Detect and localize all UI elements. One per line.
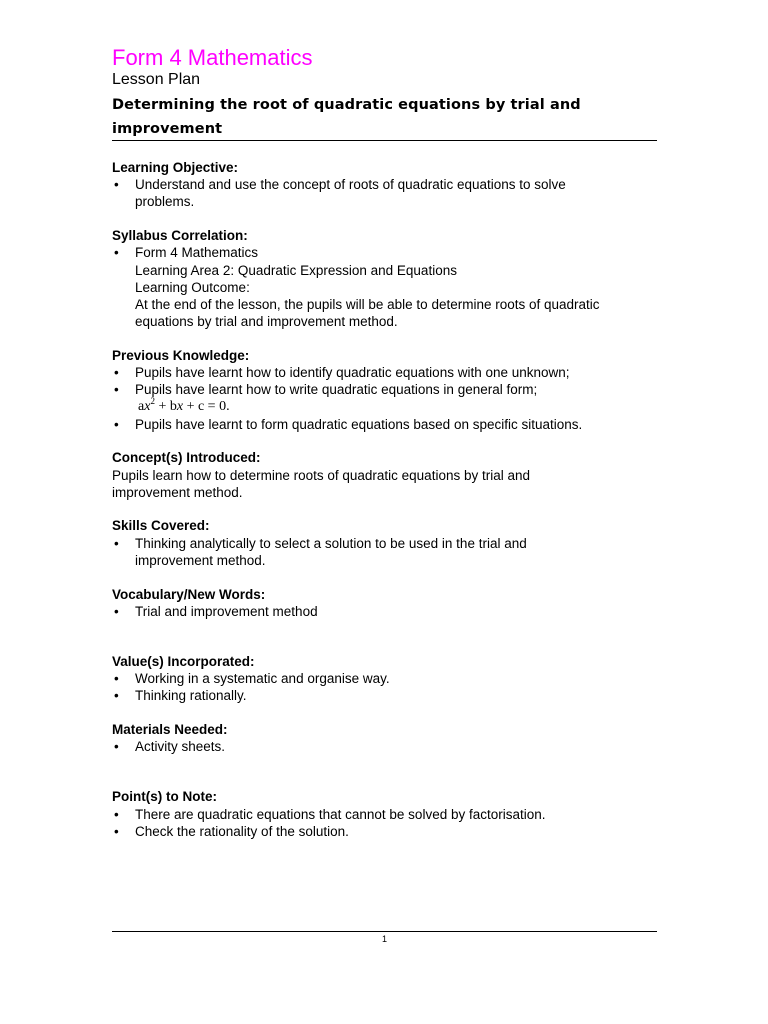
document-title: Form 4 Mathematics <box>112 45 313 70</box>
lesson-content <box>112 159 657 857</box>
bullet-list <box>112 535 657 569</box>
section-heading: Vocabulary/New Words: <box>112 586 266 602</box>
bullet-list <box>112 176 657 210</box>
section-heading: Previous Knowledge: <box>112 347 250 363</box>
list-item-text: problems. <box>135 194 195 210</box>
list-item <box>112 738 657 755</box>
list-item-text: Trial and improvement method <box>135 603 318 619</box>
section-syllabus-correlation <box>112 227 657 330</box>
bullet-icon: • <box>114 177 119 193</box>
list-item <box>112 603 657 620</box>
list-item-text: Check the rationality of the solution. <box>135 823 349 839</box>
list-item <box>112 535 657 569</box>
section-skills-covered <box>112 517 657 569</box>
section-points-to-note <box>112 788 657 840</box>
list-item-text: Form 4 Mathematics <box>135 245 259 261</box>
bullet-icon: • <box>114 535 119 551</box>
list-item-text: Pupils have learnt how to write quadratic equations in general form; <box>135 382 538 398</box>
section-heading: Skills Covered: <box>112 518 210 534</box>
section-concepts-introduced <box>112 449 657 501</box>
bullet-icon: • <box>114 603 119 619</box>
list-item <box>112 670 657 687</box>
bullet-icon: • <box>114 365 119 381</box>
list-item-text: Learning Area 2: Quadratic Expression and Equations <box>135 262 457 278</box>
bullet-list <box>112 244 657 330</box>
list-item-text: Understand and use the concept of roots of quadratic equations to solve <box>135 177 566 193</box>
lesson-topic-line: improvement <box>112 121 223 137</box>
section-values <box>112 653 657 705</box>
document-subtitle: Lesson Plan <box>112 71 201 88</box>
bullet-icon: • <box>114 382 119 398</box>
bullet-icon: • <box>114 806 119 822</box>
list-item-text: improvement method. <box>135 552 266 568</box>
list-item-text: At the end of the lesson, the pupils will be able to determine roots of quadratic <box>135 296 600 312</box>
bullet-icon: • <box>114 823 119 839</box>
list-item-text: Thinking analytically to select a solution to be used in the trial and <box>135 535 527 551</box>
lesson-topic-line: Determining the root of quadratic equations by trial and <box>112 97 581 113</box>
list-item <box>112 416 657 433</box>
section-heading: Syllabus Correlation: <box>112 228 248 244</box>
list-item-text: Working in a systematic and organise way. <box>135 671 390 687</box>
document-page <box>112 0 657 1024</box>
section-heading: Point(s) to Note: <box>112 789 217 805</box>
bullet-list <box>112 738 657 755</box>
general-form-formula: $ax^2$ + bx + c = 0. <box>138 396 230 415</box>
bullet-list <box>112 364 657 433</box>
list-item-text: Learning Outcome: <box>135 279 250 295</box>
lesson-topic <box>112 93 657 141</box>
list-item-text: Pupils have learnt how to identify quadratic equations with one unknown; <box>135 365 570 381</box>
list-item-text: equations by trial and improvement method. <box>135 314 398 330</box>
paragraph-text: Pupils learn how to determine roots of quadratic equations by trial and <box>112 467 530 483</box>
section-heading: Concept(s) Introduced: <box>112 450 261 466</box>
page-number: 1 <box>381 934 387 944</box>
list-item <box>112 687 657 704</box>
bullet-icon: • <box>114 688 119 704</box>
bullet-icon: • <box>114 671 119 687</box>
header-divider <box>112 140 657 141</box>
section-heading: Learning Objective: <box>112 160 239 175</box>
bullet-list <box>112 670 657 704</box>
list-item <box>112 244 657 330</box>
bullet-icon: • <box>114 739 119 755</box>
list-item-text: Thinking rationally. <box>135 688 247 704</box>
list-item <box>112 823 657 840</box>
section-heading: Value(s) Incorporated: <box>112 653 255 669</box>
list-item <box>112 364 657 381</box>
section-materials <box>112 721 657 755</box>
list-item-text: There are quadratic equations that cannot be solved by factorisation. <box>135 806 546 822</box>
list-item-text: Activity sheets. <box>135 739 226 755</box>
bullet-list <box>112 603 657 620</box>
list-item-text: Pupils have learnt to form quadratic equations based on specific situations. <box>135 416 583 432</box>
section-vocabulary <box>112 586 657 620</box>
paragraph-text: improvement method. <box>112 484 243 500</box>
bullet-icon: • <box>114 416 119 432</box>
section-previous-knowledge <box>112 347 657 433</box>
list-item <box>112 806 657 823</box>
footer-divider <box>112 931 657 932</box>
list-item <box>112 381 657 415</box>
list-item <box>112 176 657 210</box>
section-learning-objective <box>112 159 657 211</box>
bullet-icon: • <box>114 245 119 261</box>
section-heading: Materials Needed: <box>112 722 228 738</box>
bullet-list <box>112 806 657 840</box>
